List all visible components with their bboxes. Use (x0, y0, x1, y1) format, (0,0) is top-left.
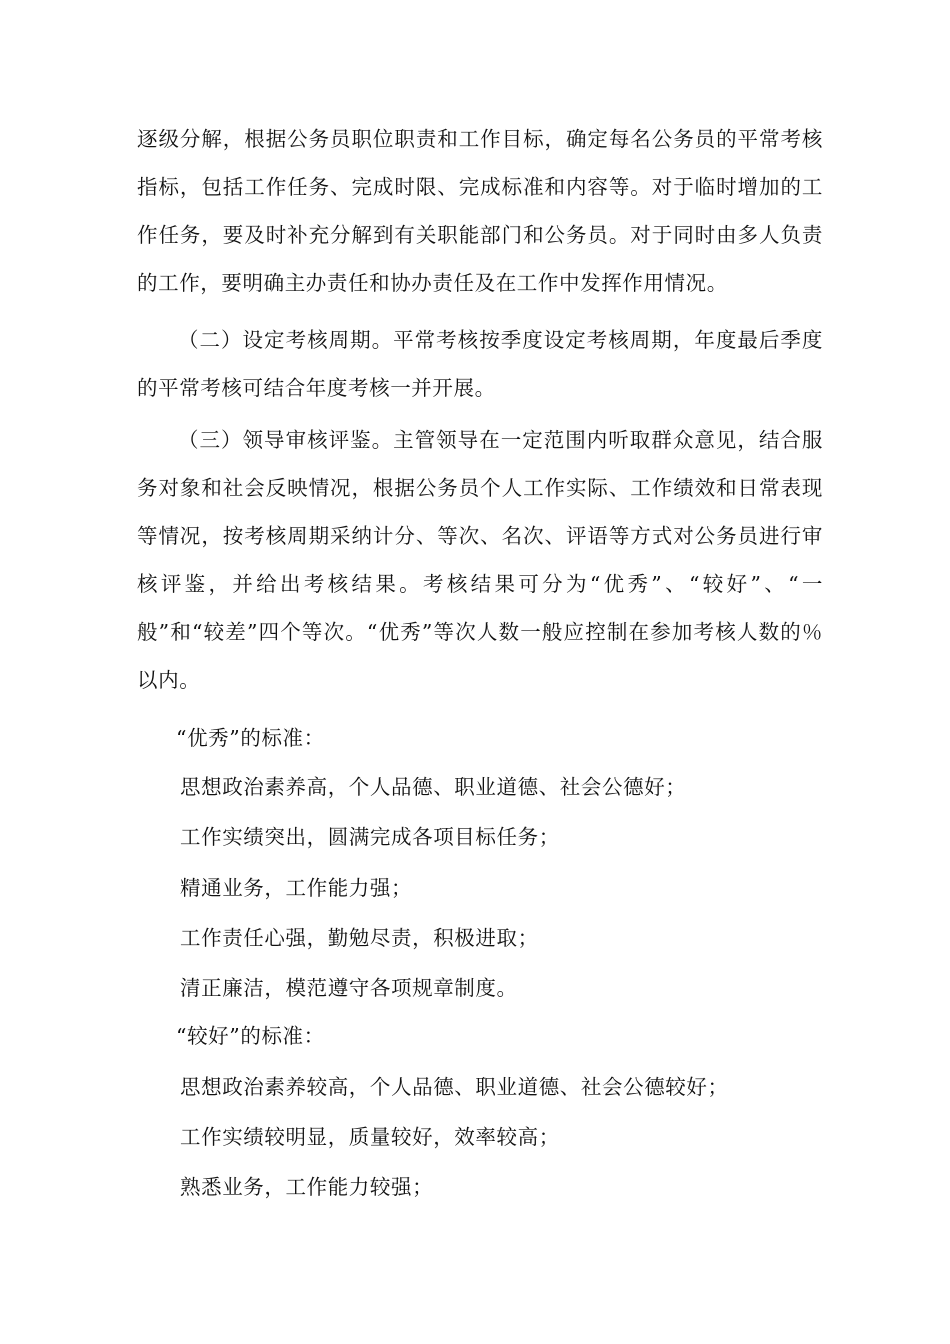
paragraph-task-breakdown: 逐级分解，根据公务员职位职责和工作目标，确定每名公务员的平常考核指标，包括工作任务、完成时限、完成标准和内容等。对于临时增加的工作任务，要及时补充分解到有关职能部门和公务员。对于同时由多人负责的工作，要明确主办责任和协办责任及在工作中发挥作用情况。 (137, 127, 823, 295)
good-standard-item: 熟悉业务，工作能力较强； (180, 1175, 434, 1199)
excellent-standard-item: 工作责任心强，勤勉尽责，积极进取； (180, 926, 539, 950)
excellent-standard-heading: “优秀”的标准： (176, 726, 325, 750)
paragraph-leader-review: （三）领导审核评鉴。主管领导在一定范围内听取群众意见，结合服务对象和社会反映情况，根据公务员个人工作实际、工作绩效和日常表现等情况，按考核周期采纳计分、等次、名次、评语等方式对公务员进行审核评鉴，并给出考核结果。考核结果可分为“优秀”、“较好”、“一般”和“较差”四个等次。“优秀”等次人数一般应控制在参加考核人数的％以内。 (137, 428, 823, 692)
excellent-standard-item: 工作实绩突出，圆满完成各项目标任务； (180, 825, 560, 849)
excellent-standard-item: 思想政治素养高，个人品德、职业道德、社会公德好； (180, 775, 687, 799)
excellent-standard-item: 清正廉洁，模范遵守各项规章制度。 (180, 976, 518, 1000)
paragraph-assessment-cycle: （二）设定考核周期。平常考核按季度设定考核周期，年度最后季度的平常考核可结合年度考核一并开展。 (137, 328, 823, 400)
excellent-standard-item: 精通业务，工作能力强； (180, 876, 413, 900)
good-standard-heading: “较好”的标准： (176, 1024, 325, 1048)
good-standard-item: 思想政治素养较高，个人品德、职业道德、社会公德较好； (180, 1075, 729, 1099)
good-standard-item: 工作实绩较明显，质量较好，效率较高； (180, 1125, 560, 1149)
